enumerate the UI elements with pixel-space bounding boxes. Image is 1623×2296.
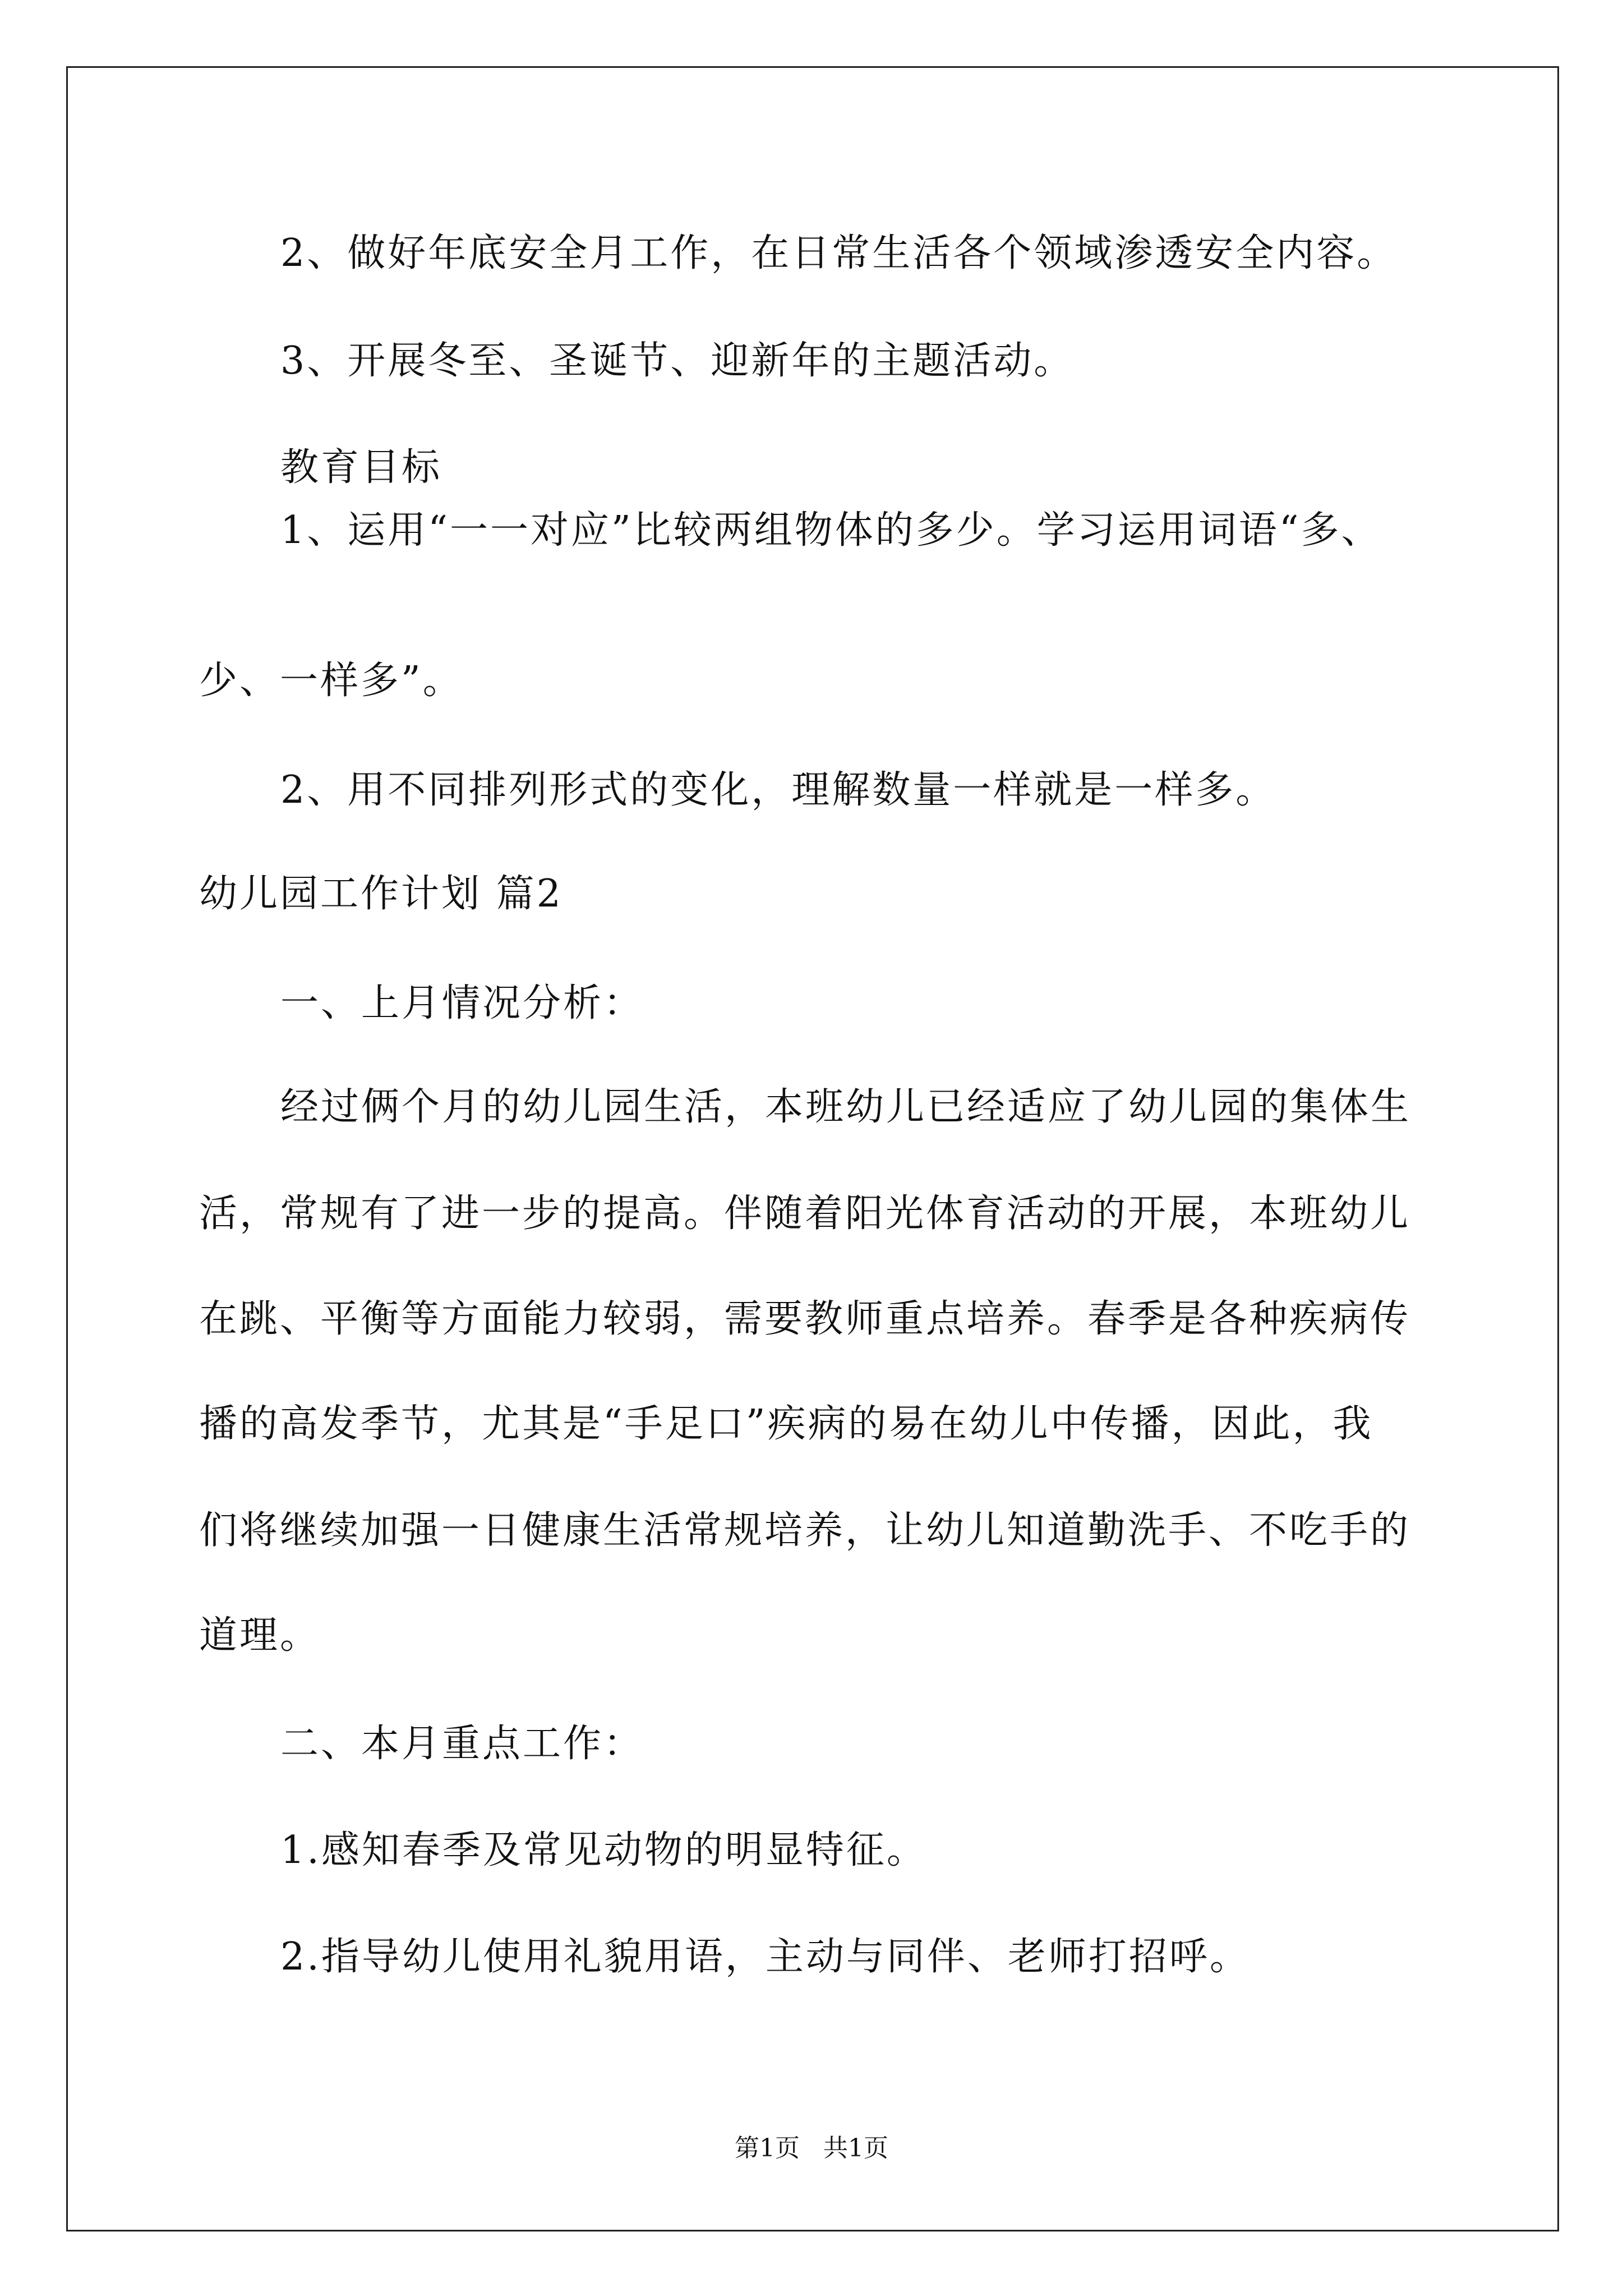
text-line: 们将继续加强一日健康生活常规培养，让幼儿知道勤洗手、不吃手的 (199, 1508, 1411, 1553)
text-line: 在跳、平衡等方面能力较弱，需要教师重点培养。春季是各种疾病传 (199, 1297, 1411, 1341)
section-heading: 教育目标 (280, 445, 442, 490)
text-line: 经过俩个月的幼儿园生活，本班幼儿已经适应了幼儿园的集体生 (280, 1085, 1412, 1129)
text-line: 播的高发季节，尤其是“手足口”疾病的易在幼儿中传播，因此，我 (199, 1402, 1373, 1446)
text-line: 1.感知春季及常见动物的明显特征。 (280, 1828, 927, 1872)
page-border (66, 66, 1559, 2231)
text-line: 3、开展冬至、圣诞节、迎新年的主题活动。 (280, 339, 1075, 383)
text-line: 活，常规有了进一步的提高。伴随着阳光体育活动的开展，本班幼儿 (199, 1191, 1411, 1236)
article-title: 幼儿园工作计划 篇2 (199, 872, 563, 916)
text-line: 少、一样多”。 (199, 659, 463, 703)
text-line: 1、运用“一一对应”比较两组物体的多少。学习运用词语“多、 (280, 508, 1382, 553)
page-number: 第1页 共1页 (735, 2134, 888, 2162)
text-line: 2、做好年底安全月工作，在日常生活各个领域渗透安全内容。 (280, 231, 1398, 275)
section-heading: 二、本月重点工作： (280, 1722, 644, 1766)
text-line: 2、用不同排列形式的变化，理解数量一样就是一样多。 (280, 768, 1276, 812)
section-heading: 一、上月情况分析： (280, 981, 644, 1025)
text-line: 2.指导幼儿使用礼貌用语，主动与同伴、老师打招呼。 (280, 1935, 1250, 1979)
text-line: 道理。 (199, 1613, 321, 1658)
